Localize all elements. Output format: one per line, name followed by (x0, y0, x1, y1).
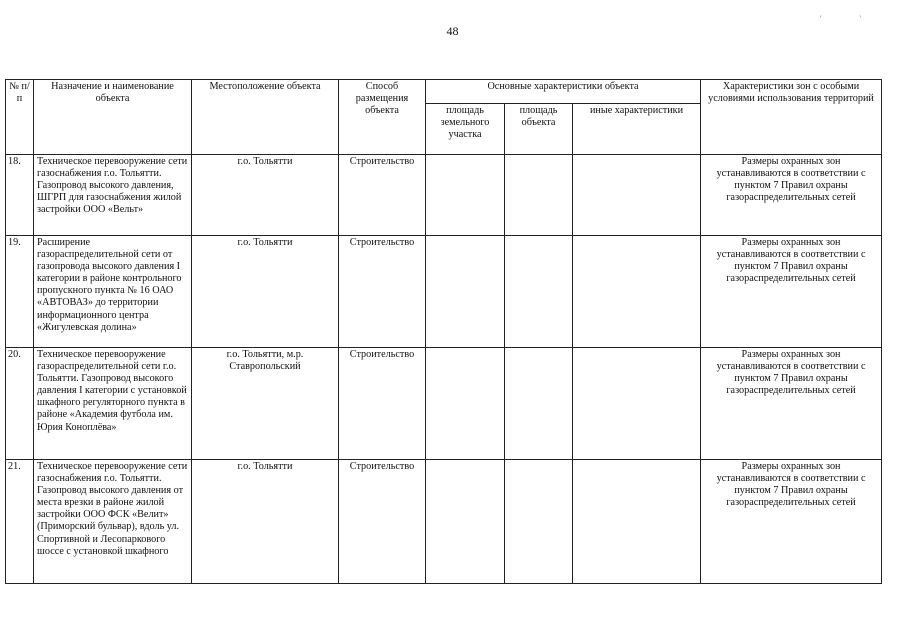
row-object-area (505, 348, 573, 460)
row-location: г.о. Тольятти (192, 460, 339, 584)
page-number: 48 (446, 24, 459, 38)
row-other (573, 460, 701, 584)
row-object-area (505, 460, 573, 584)
row-object-area (505, 236, 573, 348)
row-method: Строительство (339, 348, 426, 460)
row-other (573, 155, 701, 236)
header-zones: Характеристики зон с особыми условиями использования территорий (701, 80, 882, 155)
row-zones: Размеры охранных зон устанавливаются в соответствии с пунктом 7 Правил охраны газораспределительных сетей (701, 236, 882, 348)
row-location: г.о. Тольятти (192, 155, 339, 236)
header-num: № п/п (6, 80, 34, 155)
header-other: иные характеристики (573, 104, 701, 155)
row-method: Строительство (339, 460, 426, 584)
row-object-area (505, 155, 573, 236)
row-name: Техническое перевооружение газораспределительной сети г.о. Тольятти. Газопровод высокого давления I категории с установкой шкафного регуляторного пункта в районе «Академия футбола им. Юрия Коноплёва» (34, 348, 192, 460)
row-zones: Размеры охранных зон устанавливаются в соответствии с пунктом 7 Правил охраны газораспределительных сетей (701, 348, 882, 460)
row-land-area (426, 236, 505, 348)
row-other (573, 348, 701, 460)
row-method: Строительство (339, 236, 426, 348)
row-land-area (426, 348, 505, 460)
table-row (6, 348, 882, 460)
row-num: 21. (6, 460, 34, 584)
row-location: г.о. Тольятти, м.р. Ставропольский (192, 348, 339, 460)
row-zones: Размеры охранных зон устанавливаются в соответствии с пунктом 7 Правил охраны газораспределительных сетей (701, 460, 882, 584)
row-name: Техническое перевооружение сети газоснабжения г.о. Тольятти. Газопровод высокого давления, ШГРП для газоснабжения жилой застройки ООО «Вельт» (34, 155, 192, 236)
header-row-1 (6, 80, 882, 104)
row-num: 20. (6, 348, 34, 460)
header-method: Способ размещения объекта (339, 80, 426, 155)
row-land-area (426, 155, 505, 236)
header-object-area: площадь объекта (505, 104, 573, 155)
row-method: Строительство (339, 155, 426, 236)
row-other (573, 236, 701, 348)
header-land-area: площадь земельного участка (426, 104, 505, 155)
table-row (6, 155, 882, 236)
row-zones: Размеры охранных зон устанавливаются в соответствии с пунктом 7 Правил охраны газораспределительных сетей (701, 155, 882, 236)
row-num: 19. (6, 236, 34, 348)
row-num: 18. (6, 155, 34, 236)
table-row (6, 236, 882, 348)
row-name: Техническое перевооружение сети газоснабжения г.о. Тольятти. Газопровод высокого давления от места врезки в районе жилой застройки ООО ФСК «Велит» (Приморский бульвар), вдоль ул. Спортивной и Лесопаркового шоссе с установкой шкафного (34, 460, 192, 584)
table-row (6, 460, 882, 584)
header-location: Местоположение объекта (192, 80, 339, 155)
header-name: Назначение и наименование объекта (34, 80, 192, 155)
row-name: Расширение газораспределительной сети от газопровода высокого давления I категории в районе контрольного пропускного пункта № 16 ОАО «АВТОВАЗ» до территории информационного центра «Жигулевская долина» (34, 236, 192, 348)
objects-table (5, 79, 882, 584)
row-location: г.о. Тольятти (192, 236, 339, 348)
header-main-characteristics: Основные характеристики объекта (426, 80, 701, 104)
scan-specks: ' ' (820, 14, 879, 23)
row-land-area (426, 460, 505, 584)
